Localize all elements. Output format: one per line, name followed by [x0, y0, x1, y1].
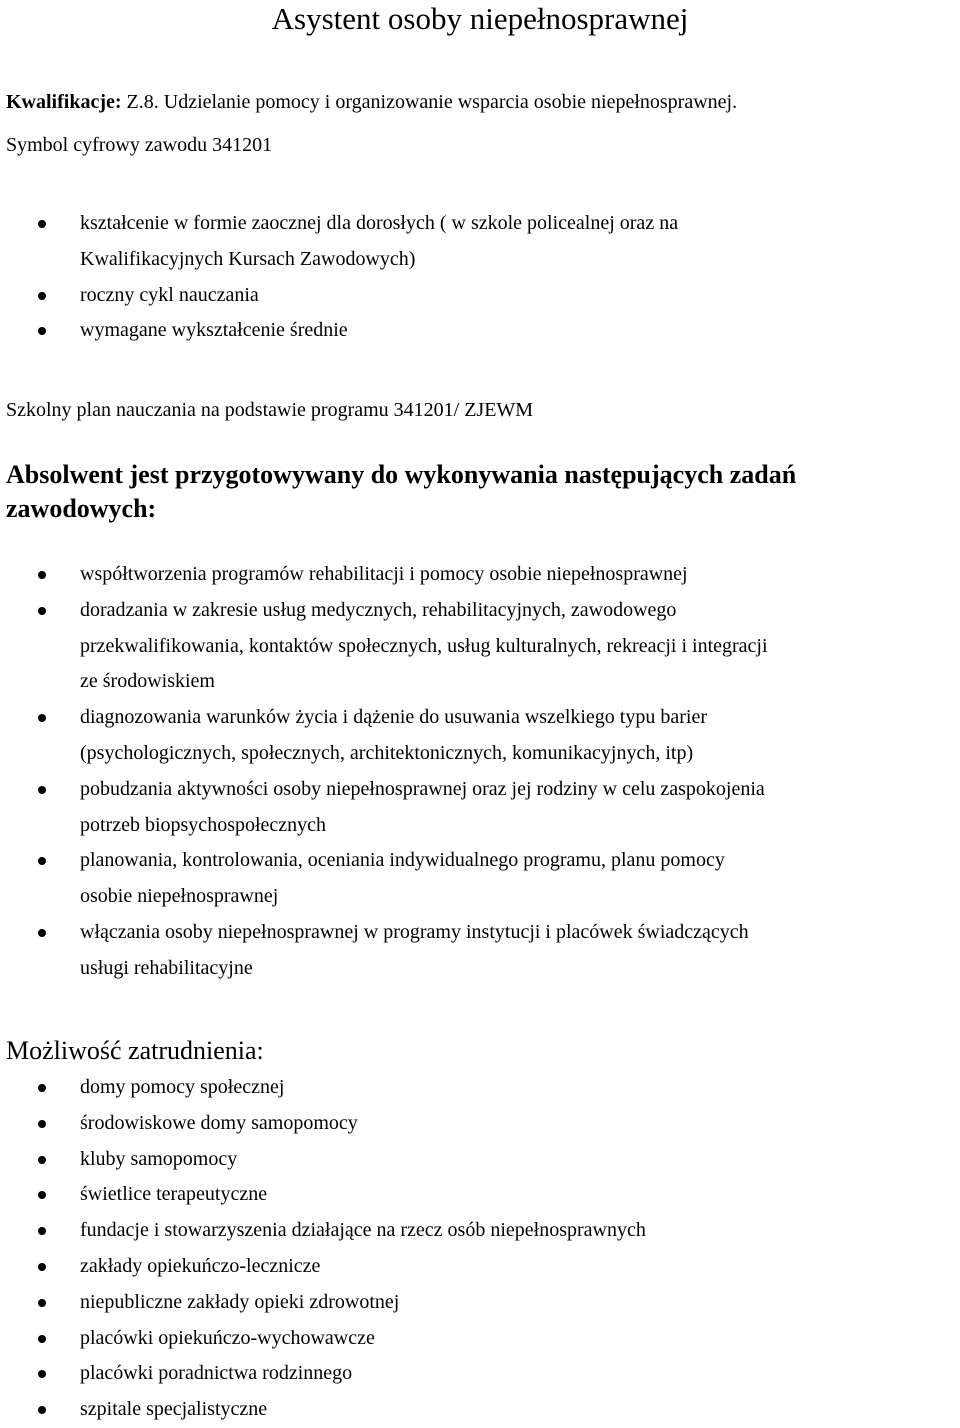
- list-item: środowiskowe domy samopomocy: [0, 1106, 960, 1142]
- qualification-line: [6, 90, 737, 114]
- list-item-continuation: ze środowiskiem: [80, 670, 215, 693]
- bullet-icon: [38, 1335, 46, 1343]
- list-item: współtworzenia programów rehabilitacji i pomocy osobie niepełnosprawnej: [0, 557, 960, 593]
- list-item: zakłady opiekuńczo-lecznicze: [0, 1249, 960, 1285]
- list-item: włączania osoby niepełnosprawnej w programy instytucji i placówek świadczących: [0, 915, 960, 951]
- bullet-icon: [38, 857, 46, 865]
- tasks-heading-line2: zawodowych:: [6, 494, 157, 523]
- list-item: niepubliczne zakłady opieki zdrowotnej: [0, 1285, 960, 1321]
- bullet-icon: [38, 1156, 46, 1164]
- list-item: szpitale specjalistyczne: [0, 1392, 960, 1428]
- bullet-icon: [38, 1370, 46, 1378]
- bullet-icon: [38, 1120, 46, 1128]
- list-item-continuation: usługi rehabilitacyjne: [80, 956, 253, 979]
- bullet-icon: [38, 1084, 46, 1092]
- symbol-line: Symbol cyfrowy zawodu 341201: [6, 134, 273, 156]
- list-item: roczny cykl nauczania: [0, 278, 960, 314]
- bullet-icon: [38, 1406, 46, 1414]
- employment-list: [0, 1070, 960, 1428]
- list-item: planowania, kontrolowania, oceniania indywidualnego programu, planu pomocy: [0, 843, 960, 879]
- list-item: placówki opiekuńczo-wychowawcze: [0, 1321, 960, 1357]
- bullet-icon: [38, 714, 46, 722]
- list-item-continuation: przekwalifikowania, kontaktów społecznych, usług kulturalnych, rekreacji i integracji: [80, 634, 768, 657]
- list-item: kluby samopomocy: [0, 1142, 960, 1178]
- bullet-icon: [38, 1191, 46, 1199]
- list-item-continuation: osobie niepełnosprawnej: [80, 885, 279, 908]
- bullet-icon: [38, 786, 46, 794]
- list-item: domy pomocy społecznej: [0, 1070, 960, 1106]
- bullet-icon: [38, 571, 46, 579]
- plan-line: Szkolny plan nauczania na podstawie programu 341201/ ZJEWM: [6, 399, 534, 421]
- list-item-continuation: potrzeb biopsychospołecznych: [80, 813, 327, 836]
- bullet-icon: [38, 1263, 46, 1271]
- bullet-icon: [38, 929, 46, 937]
- employment-heading: Możliwość zatrudnienia:: [6, 1036, 264, 1065]
- list-item: pobudzania aktywności osoby niepełnosprawnej oraz jej rodziny w celu zaspokojenia: [0, 772, 960, 808]
- list-item: diagnozowania warunków życia i dążenie do usuwania wszelkiego typu barier: [0, 700, 960, 736]
- bullet-icon: [38, 220, 46, 228]
- list-item: placówki poradnictwa rodzinnego: [0, 1356, 960, 1392]
- list-item: fundacje i stowarzyszenia działające na rzecz osób niepełnosprawnych: [0, 1213, 960, 1249]
- list-item: wymagane wykształcenie średnie: [0, 313, 960, 349]
- bullet-icon: [38, 327, 46, 335]
- list-item-continuation: (psychologicznych, społecznych, architektonicznych, komunikacyjnych, itp): [80, 741, 694, 764]
- bullet-icon: [38, 607, 46, 615]
- bullet-icon: [38, 1227, 46, 1235]
- page-title: Asystent osoby niepełnosprawnej: [271, 1, 689, 36]
- tasks-heading-line1: Absolwent jest przygotowywany do wykonywania następujących zadań: [6, 460, 797, 489]
- study-info-list: [0, 206, 960, 349]
- list-item: kształcenie w formie zaocznej dla dorosłych ( w szkole policealnej oraz na: [0, 206, 960, 242]
- qualification-text: Z.8. Udzielanie pomocy i organizowanie wsparcia osobie niepełnosprawnej.: [121, 91, 738, 113]
- list-item: świetlice terapeutyczne: [0, 1177, 960, 1213]
- bullet-icon: [38, 1299, 46, 1307]
- tasks-list: [0, 557, 960, 987]
- bullet-icon: [38, 292, 46, 300]
- list-item-continuation: Kwalifikacyjnych Kursach Zawodowych): [80, 247, 416, 270]
- list-item: doradzania w zakresie usług medycznych, rehabilitacyjnych, zawodowego: [0, 593, 960, 629]
- qualification-label: Kwalifikacje:: [6, 91, 122, 113]
